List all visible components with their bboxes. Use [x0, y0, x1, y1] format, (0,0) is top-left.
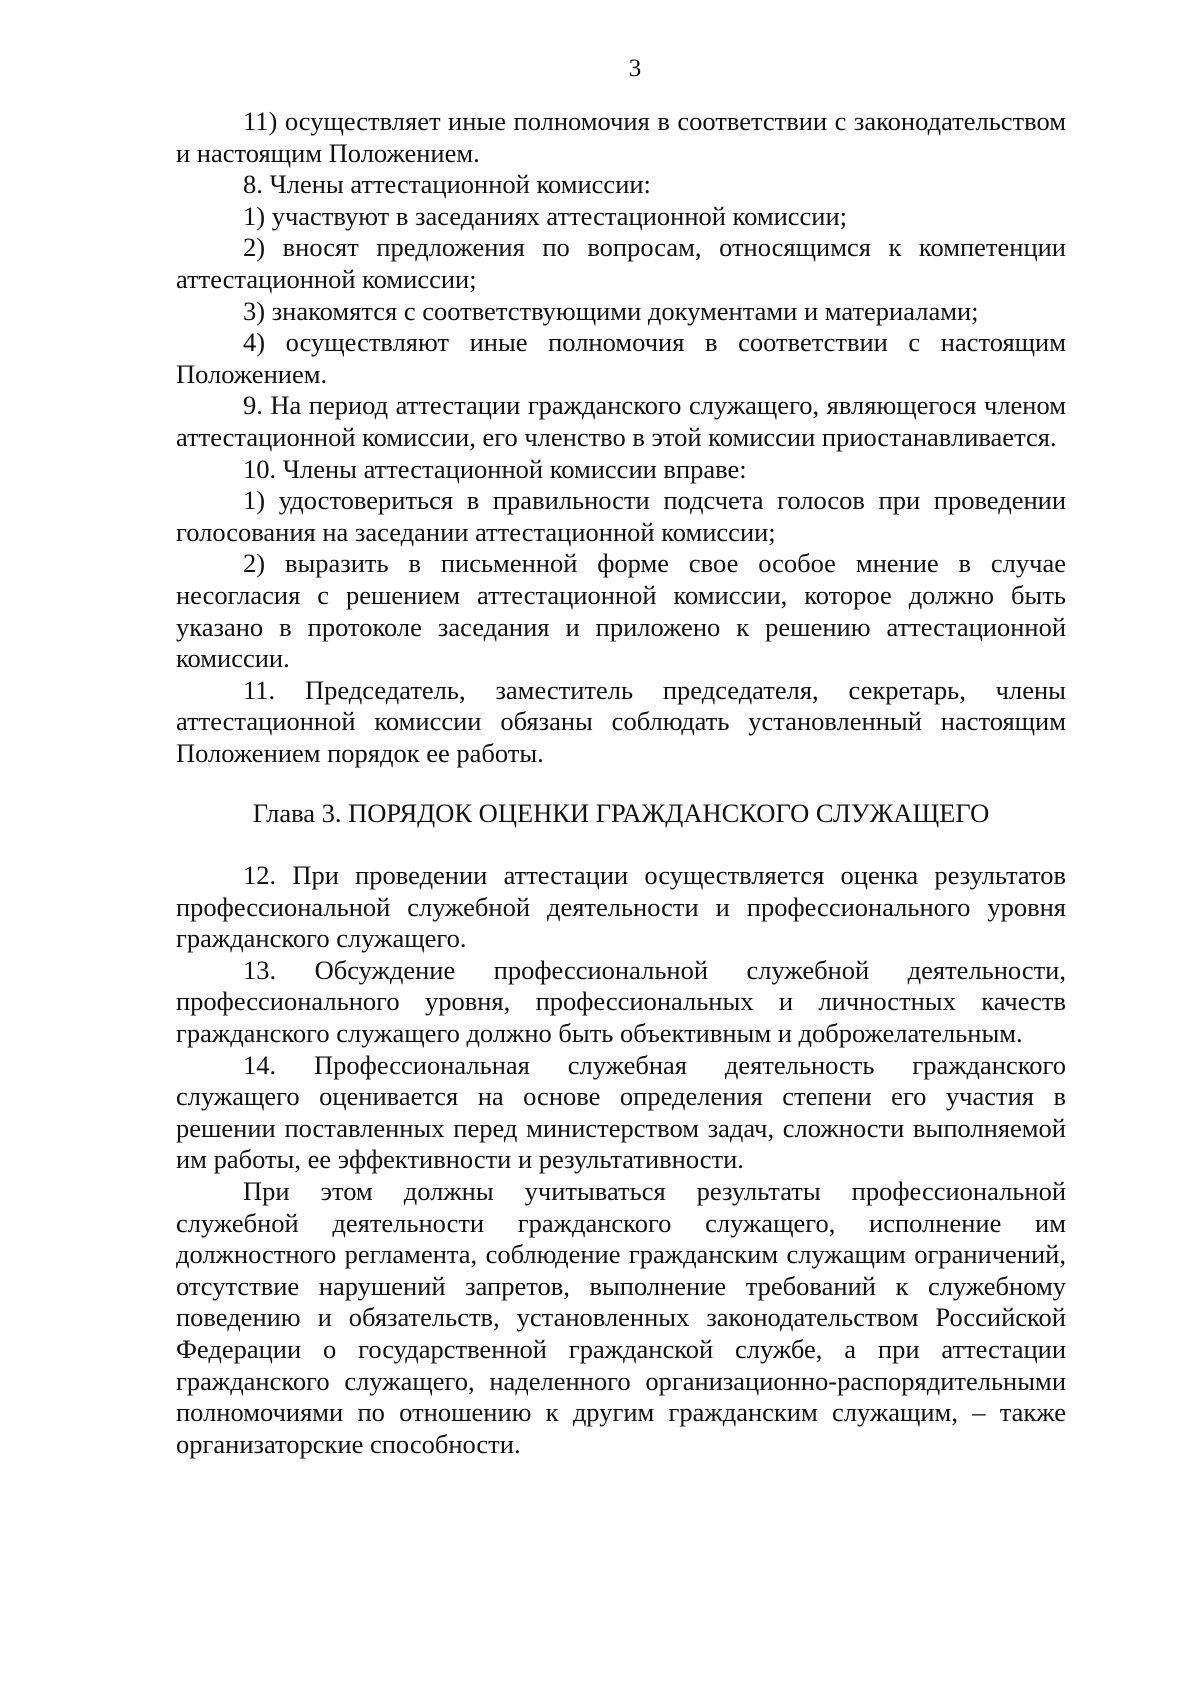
paragraph-13: 13. Обсуждение профессиональной служебной деятельности, профессионального уровня, профессиональных и личностных качеств гражданского служащего должно быть объективным и доброжелательным. [176, 954, 1066, 1049]
paragraph-8-item-1: 1) участвуют в заседаниях аттестационной комиссии; [243, 200, 848, 231]
paragraph-11-powers: 11) осуществляет иные полномочия в соответствии с законодательством и настоящим Положением. [176, 106, 1066, 168]
paragraph-12: 12. При проведении аттестации осуществляется оценка результатов профессиональной служебной деятельности и профессионального уровня гражданского служащего. [176, 860, 1066, 954]
paragraph-14-continuation: При этом должны учитываться результаты профессиональной служебной деятельности гражданского служащего, исполнение им должностного регламента, соблюдение гражданским служащим ограничений, отсутствие нарушений запретов, выполнение требований к служебному поведению и обязательств, установленных законодательством Российской Федерации о государственной гражданской службе, а при аттестации гражданского служащего, наделенного организационно-распорядительными полномочиями по отношению к другим гражданским служащим, – также организаторские способности. [176, 1176, 1066, 1459]
paragraph-8-item-3: 3) знакомятся с соответствующими документами и материалами; [243, 295, 979, 326]
paragraph-8-item-2: 2) вносят предложения по вопросам, относящимся к компетенции аттестационной комиссии; [176, 232, 1066, 294]
paragraph-10-item-2: 2) выразить в письменной форме свое особое мнение в случае несогласия с решением аттестационной комиссии, которое должно быть указано в протоколе заседания и приложено к решению аттестационной комиссии. [176, 548, 1066, 674]
paragraph-10: 10. Члены аттестационной комиссии вправе: [243, 453, 747, 484]
page-number: 3 [628, 55, 642, 82]
chapter-heading: Глава 3. ПОРЯДОК ОЦЕНКИ ГРАЖДАНСКОГО СЛУЖАЩЕГО [252, 798, 990, 829]
paragraph-10-item-1: 1) удостовериться в правильности подсчета голосов при проведении голосования на заседании аттестационной комиссии; [176, 485, 1066, 547]
paragraph-8-members: 8. Члены аттестационной комиссии: [243, 169, 651, 200]
paragraph-9: 9. На период аттестации гражданского служащего, являющегося членом аттестационной комиссии, его членство в этой комиссии приостанавливается. [176, 390, 1066, 452]
paragraph-14: 14. Профессиональная служебная деятельность гражданского служащего оценивается на основе определения степени его участия в решении поставленных перед министерством задач, сложности выполняемой им работы, ее эффективности и результативности. [176, 1049, 1066, 1175]
document-body [176, 106, 1066, 1460]
paragraph-8-item-4: 4) осуществляют иные полномочия в соответствии с настоящим Положением. [176, 327, 1066, 389]
paragraph-11: 11. Председатель, заместитель председателя, секретарь, члены аттестационной комиссии обязаны соблюдать установленный настоящим Положением порядок ее работы. [176, 674, 1066, 768]
